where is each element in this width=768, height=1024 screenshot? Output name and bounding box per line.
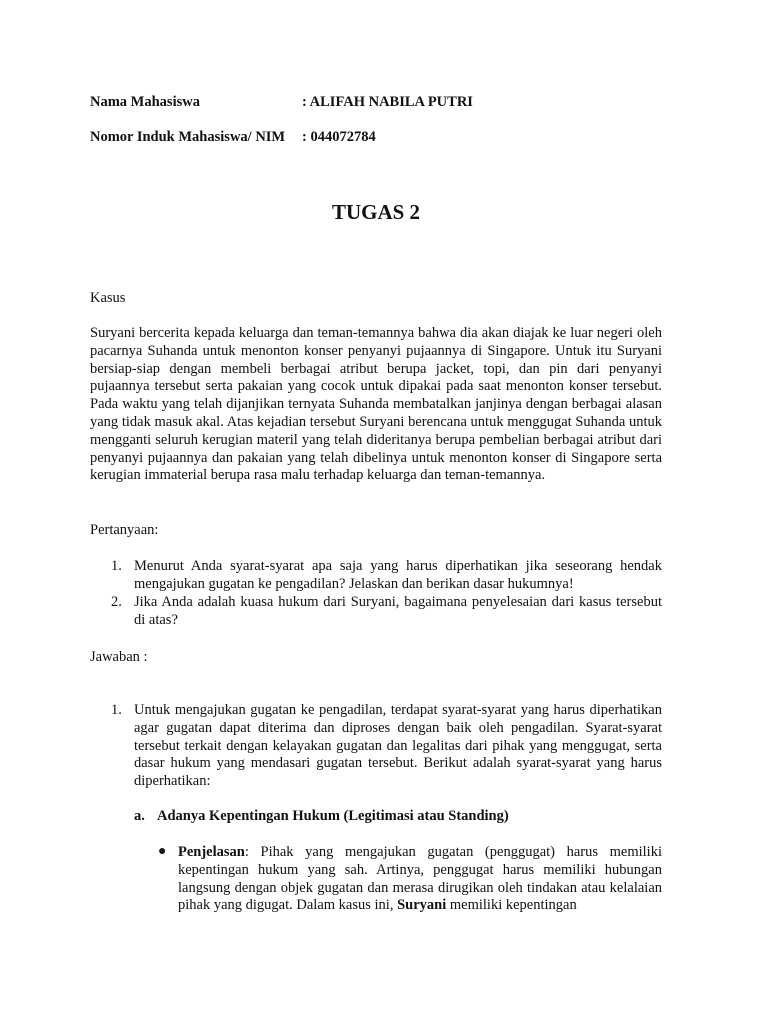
pertanyaan-label: Pertanyaan:	[90, 522, 159, 538]
bullet-text: : Pihak yang mengajukan gugatan (penggugat) harus memiliki kepentingan hukum yang sah. Artinya, penggugat harus memiliki hubungan langsung dengan objek gugatan dan merasa dirugikan oleh tindakan atau kelalaian pihak yang digugat. Dalam kasus ini,	[178, 844, 662, 914]
bullet-label: Penjelasan	[178, 844, 245, 860]
question-text: Jika Anda adalah kuasa hukum dari Suryani, bagaimana penyelesaian dari kasus tersebut di atas?	[134, 594, 662, 628]
answer-text: Untuk mengajukan gugatan ke pengadilan, terdapat syarat-syarat yang harus diperhatikan agar gugatan dapat diterima dan diproses dengan baik oleh pengadilan. Syarat-syarat tersebut terkait dengan kelayakan gugatan dan legalitas dari pihak yang menggugat, serta dasar hukum yang mendasari gugatan tersebut. Berikut adalah syarat-syarat yang harus diperhatikan:	[134, 702, 662, 790]
bullet-paragraph	[178, 844, 662, 915]
jawaban-label: Jawaban :	[90, 649, 148, 665]
answer-number: 1.	[111, 702, 122, 718]
question-number: 2.	[111, 594, 122, 610]
bullet-text-end: memiliki kepentingan	[449, 897, 577, 914]
question-text: Menurut Anda syarat-syarat apa saja yang harus diperhatikan jika seseorang hendak mengajukan gugatan ke pengadilan? Jelaskan dan berikan dasar hukumnya!	[134, 558, 662, 592]
sub-item-letter: a.	[134, 808, 145, 824]
page-title: TUGAS 2	[331, 200, 421, 224]
sub-item-title: Adanya Kepentingan Hukum (Legitimasi atau Standing)	[157, 808, 509, 824]
question-number: 1.	[111, 558, 122, 574]
kasus-paragraph: Suryani bercerita kepada keluarga dan teman-temannya bahwa dia akan diajak ke luar negeri oleh pacarnya Suhanda untuk menonton konser penyanyi pujaannya di Singapore. Untuk itu Suryani bersiap-siap dengan membeli berbagai atribut berupa jacket, topi, dan pin dari penyanyi pujaannya tersebut serta pakaian yang cocok untuk dipakai pada saat menonton konser tersebut. Pada waktu yang telah dijanjikan ternyata Suhanda membatalkan janjinya dengan berbagai alasan yang tidak masuk akal. Atas kejadian tersebut Suryani berencana untuk menggugat Suhanda untuk mengganti seluruh kerugian materil yang telah dideritanya berupa pembelian berbagai atribut dari penyanyi pujaannya dan pakaian yang telah dibelinya untuk menonton konser di Singapore serta kerugian immaterial berupa rasa malu terhadap keluarga dan teman-temannya.	[90, 325, 662, 484]
nim-label: Nomor Induk Mahasiswa/ NIM	[90, 129, 286, 145]
nim-value: : 044072784	[302, 129, 376, 145]
kasus-label: Kasus	[90, 290, 126, 306]
name-value: : ALIFAH NABILA PUTRI	[302, 94, 473, 110]
name-label: Nama Mahasiswa	[90, 94, 200, 110]
bullet-bold-name: Suryani	[397, 897, 447, 914]
bullet-icon: ●	[158, 844, 167, 859]
